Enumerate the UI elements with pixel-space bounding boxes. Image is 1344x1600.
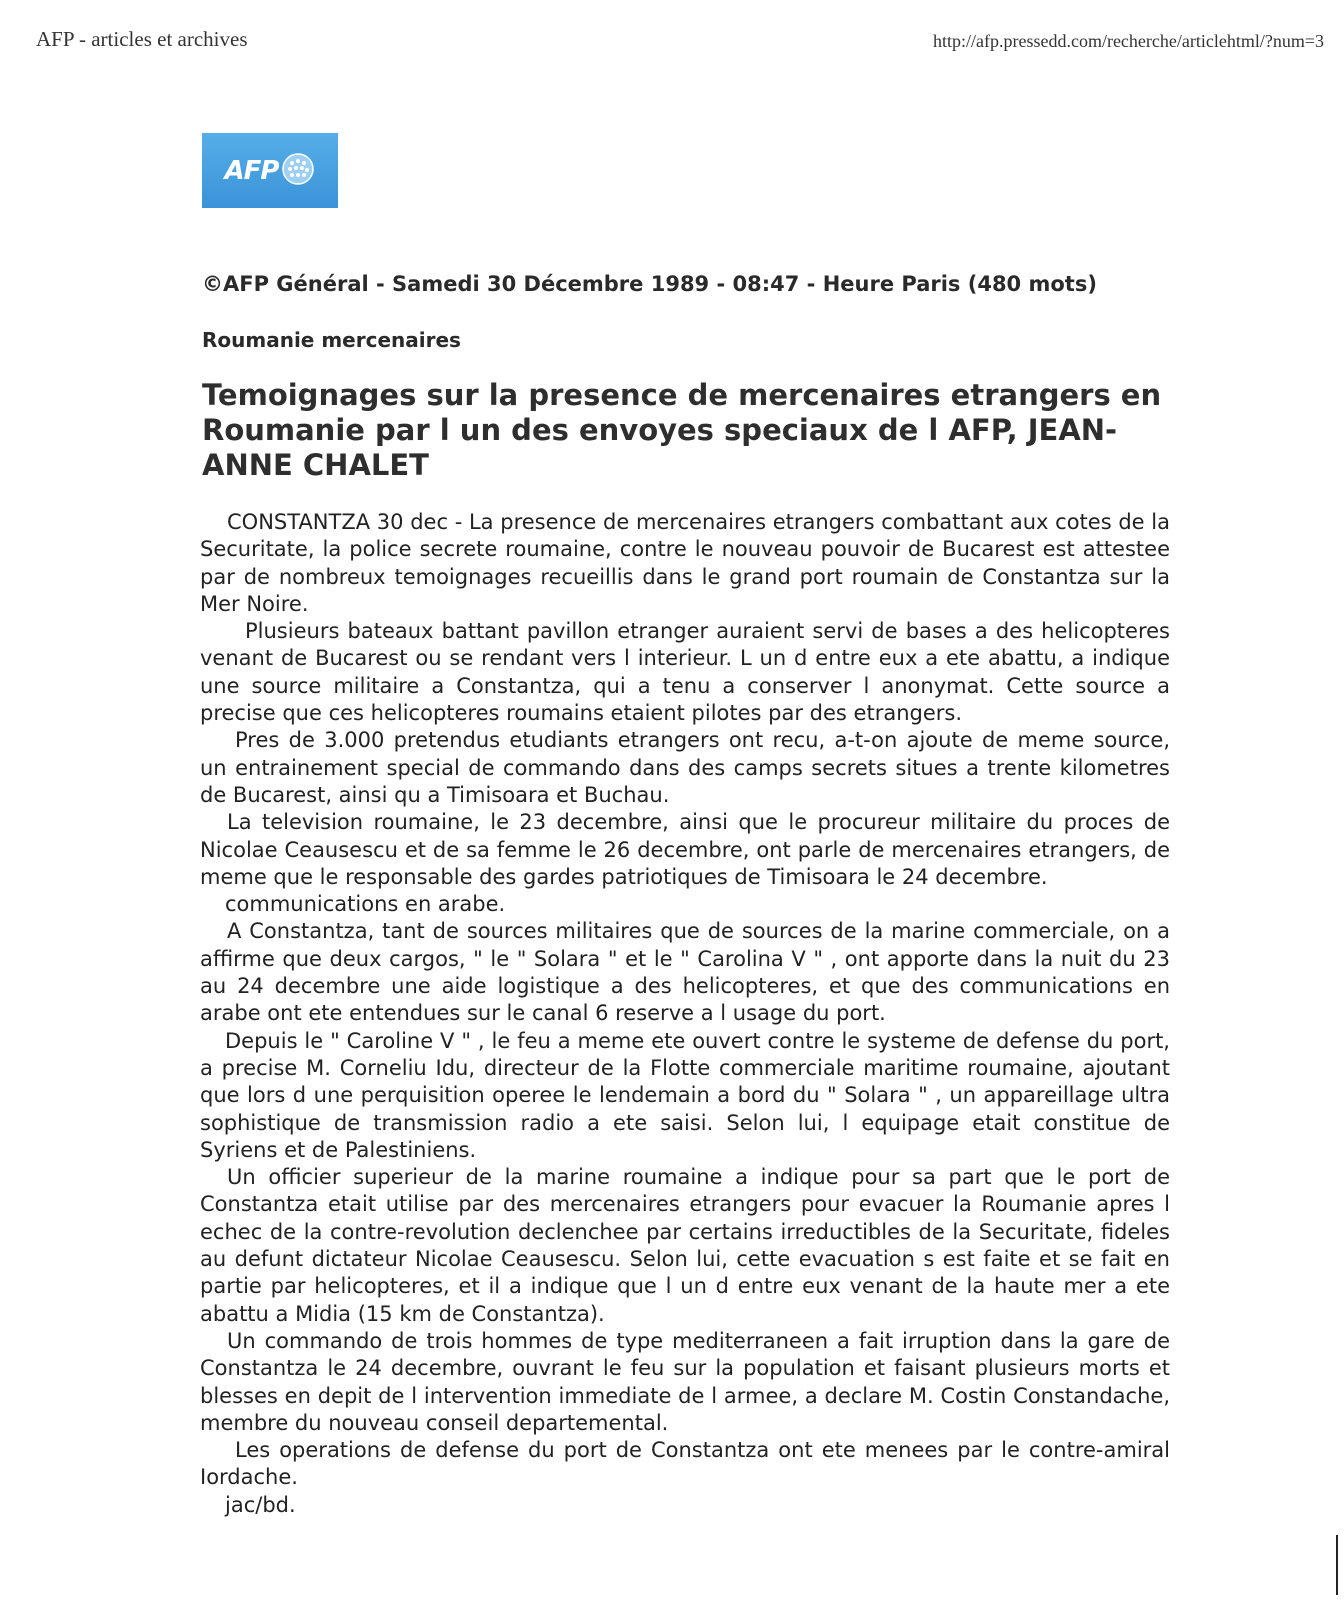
article-paragraph: communications en arabe. xyxy=(225,892,506,917)
article-headline: Temoignages sur la presence de mercenaires etrangers en Roumanie par l un des envoyes speciaux de l AFP, JEAN- ANNE CHALET xyxy=(202,378,1162,482)
article-meta: ©AFP Général - Samedi 30 Décembre 1989 - 08:47 - Heure Paris (480 mots) xyxy=(202,272,1097,296)
article-paragraph: A Constantza, tant de sources militaires que de sources de la marine commerciale, on a affirme que deux cargos, " le " Solara " et le " Carolina V " , ont apporte dans la nuit du 23 au 24 decembre une aide logistique a des helicopteres, et que des communications en arabe ont ete entendues sur le canal 6 reserve a l usage du port. xyxy=(200,919,1170,1026)
article-paragraph: Plusieurs bateaux battant pavillon etranger auraient servi de bases a des helicopteres venant de Bucarest ou se rendant vers l interieur. L un d entre eux a ete abattu, a indique une source militaire a Constantza, qui a tenu a conserver l anonymat. Cette source a precise que ces helicopteres roumains etaient pilotes par des etrangers. xyxy=(200,619,1170,726)
article-paragraph: Depuis le " Caroline V " , le feu a meme ete ouvert contre le systeme de defense du port, a precise M. Corneliu Idu, directeur de la Flotte commerciale maritime roumaine, ajoutant que lors d une perquisition operee le lendemain a bord du " Solara " , un appareillage ultra sophistique de transmission radio a ete saisi. Selon lui, l equipage etait constitue de Syriens et de Palestiniens. xyxy=(200,1028,1170,1162)
article-signature: jac/bd. xyxy=(225,1492,296,1517)
afp-globe-icon xyxy=(281,152,315,190)
afp-logo xyxy=(202,133,338,208)
article-paragraph: Un officier superieur de la marine roumaine a indique pour sa part que le port de Constantza etait utilise par des mercenaires etrangers pour evacuer la Roumanie apres l echec de la contre-revolution declenchee par certains irreductibles de la Securitate, fideles au defunt dictateur Nicolae Ceausescu. Selon lui, cette evacuation s est faite et se fait en partie par helicopteres, et il a indique que l un d entre eux venant de la haute mer a ete abattu a Midia (15 km de Constantza). xyxy=(200,1165,1170,1326)
article-paragraph: CONSTANTZA 30 dec - La presence de mercenaires etrangers combattant aux cotes de la Securitate, la police secrete roumaine, contre le nouveau pouvoir de Bucarest est attestee par de nombreux temoignages recueillis dans le grand port roumain de Constantza sur la Mer Noire. xyxy=(200,510,1170,616)
afp-logo-text: AFP xyxy=(224,155,279,186)
article-paragraph: Un commando de trois hommes de type mediterraneen a fait irruption dans la gare de Constantza le 24 decembre, ouvrant le feu sur la population et faisant plusieurs morts et blesses en depit de l intervention immediate de l armee, a declare M. Costin Constandache, membre du nouveau conseil departemental. xyxy=(200,1328,1170,1435)
page-header-title: AFP - articles et archives xyxy=(36,27,248,51)
scan-edge-line xyxy=(1336,1535,1338,1595)
article-body xyxy=(200,509,1170,1519)
page-header-url: http://afp.pressedd.com/recherche/articlehtml/?num=3 xyxy=(932,31,1324,51)
article-paragraph: La television roumaine, le 23 decembre, ainsi que le procureur militaire du proces de Nicolae Ceausescu et de sa femme le 26 decembre, ont parle de mercenaires etrangers, de meme que le responsable des gardes patriotiques de Timisoara le 24 decembre. xyxy=(200,810,1170,889)
article-paragraph: Pres de 3.000 pretendus etudiants etrangers ont recu, a-t-on ajoute de meme source, un entrainement special de commando dans des camps secrets situes a trente kilometres de Bucarest, ainsi qu a Timisoara et Buchau. xyxy=(200,728,1170,807)
article-paragraph: Les operations de defense du port de Constantza ont ete menees par le contre-amiral Iordache. xyxy=(200,1438,1170,1490)
article-rubrique: Roumanie mercenaires xyxy=(202,328,461,352)
